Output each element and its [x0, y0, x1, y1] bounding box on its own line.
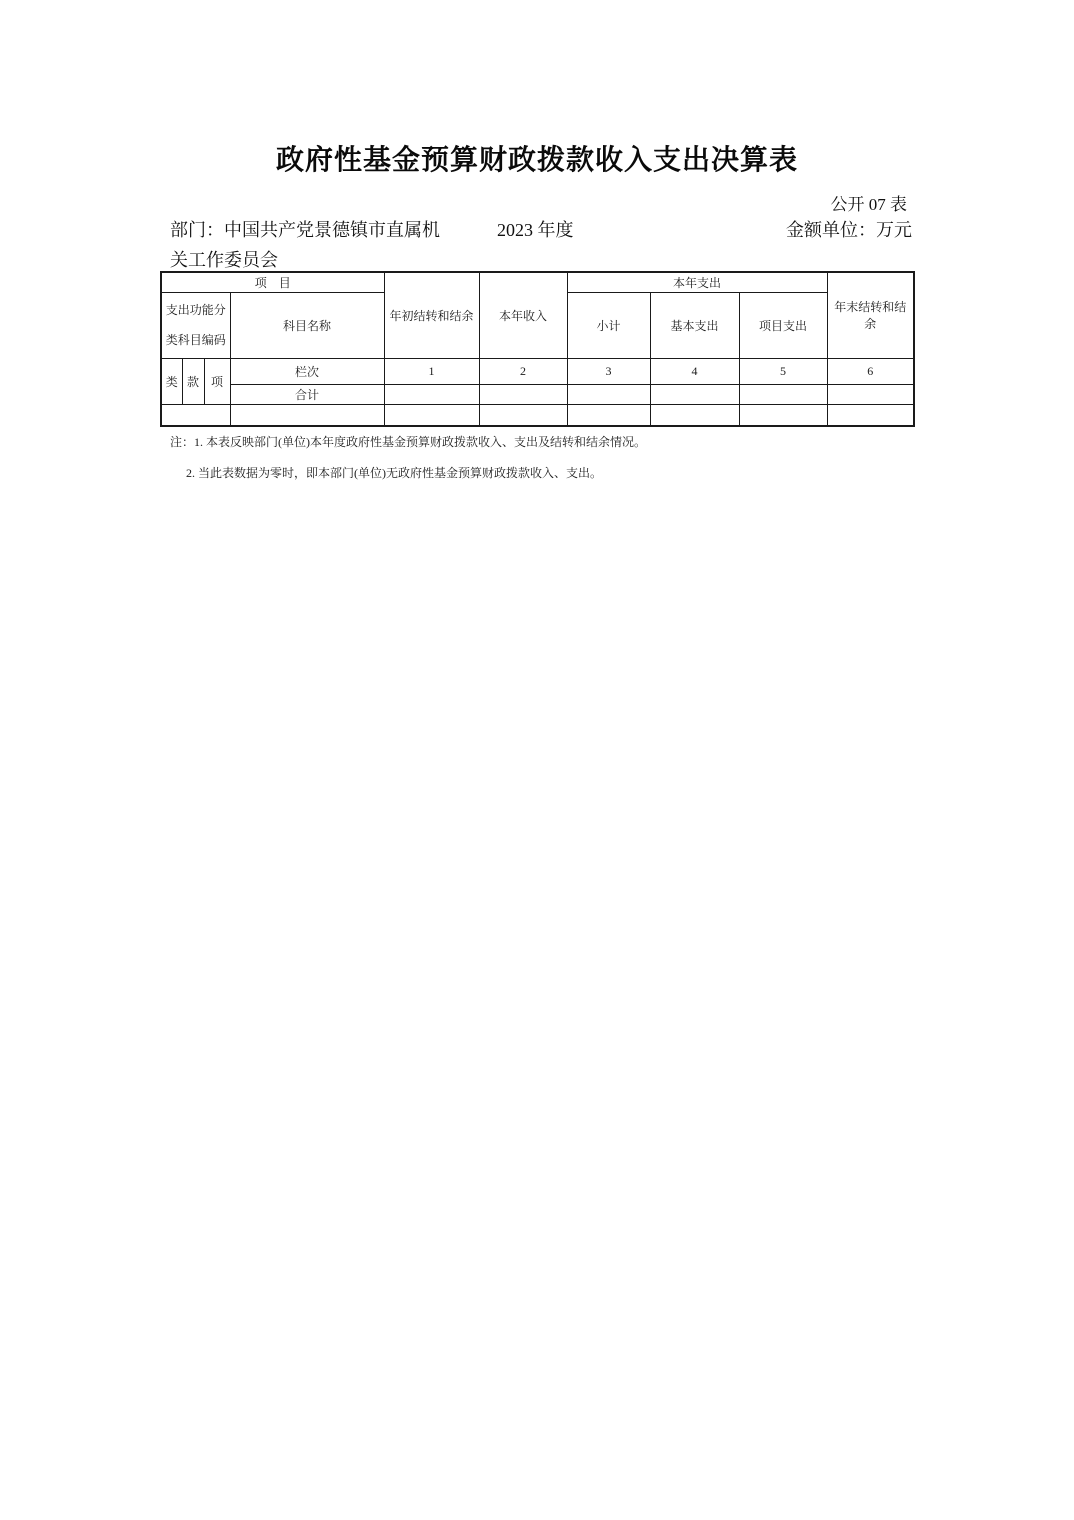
col-header-current-expenditure: 本年支出 — [567, 272, 827, 292]
total-expense-subtotal-value — [567, 384, 650, 404]
col-header-subject-name: 科目名称 — [230, 292, 384, 358]
total-row-label: 合计 — [230, 384, 384, 404]
col-header-current-income: 本年收入 — [479, 272, 567, 358]
empty-basic-expense-cell — [650, 404, 739, 426]
column-number-1: 1 — [384, 358, 479, 384]
column-number-2: 2 — [479, 358, 567, 384]
empty-end-balance-cell — [827, 404, 914, 426]
footnote-2: 2. 当此表数据为零时，即本部门(单位)无政府性基金预算财政拨款收入、支出。 — [186, 466, 602, 480]
col-header-clause: 款 — [182, 358, 204, 404]
col-header-basic-expenditure: 基本支出 — [650, 292, 739, 358]
column-number-5: 5 — [739, 358, 827, 384]
col-header-begin-balance: 年初结转和结余 — [384, 272, 479, 358]
col-header-end-balance: 年末结转和结余 — [827, 272, 914, 358]
footnote-1: 注：1. 本表反映部门(单位)本年度政府性基金预算财政拨款收入、支出及结转和结余情况。 — [170, 435, 646, 449]
fiscal-year-label: 2023 年度 — [497, 220, 574, 240]
fund-budget-table — [160, 271, 915, 427]
column-number-6: 6 — [827, 358, 914, 384]
footnotes — [170, 433, 790, 481]
department-name-line2: 关工作委员会 — [170, 250, 278, 270]
column-index-label: 栏次 — [230, 358, 384, 384]
page-title: 政府性基金预算财政拨款收入支出决算表 — [275, 143, 798, 176]
total-current-income-value — [479, 384, 567, 404]
col-header-item: 项 — [204, 358, 230, 404]
empty-code-cell — [161, 404, 230, 426]
table-row-empty — [161, 404, 914, 426]
col-header-class: 类 — [161, 358, 182, 404]
empty-current-income-cell — [479, 404, 567, 426]
department-name-line1: 部门：中国共产党景德镇市直属机 — [170, 220, 440, 240]
empty-begin-balance-cell — [384, 404, 479, 426]
col-header-function-code: 支出功能分类科目编码 — [161, 292, 230, 358]
empty-project-expense-cell — [739, 404, 827, 426]
column-number-3: 3 — [567, 358, 650, 384]
table-row-total — [161, 384, 914, 404]
form-number-label: 公开 07 表 — [830, 195, 907, 214]
col-header-project: 项 目 — [161, 272, 384, 292]
empty-subject-cell — [230, 404, 384, 426]
total-end-balance-value — [827, 384, 914, 404]
total-begin-balance-value — [384, 384, 479, 404]
empty-expense-subtotal-cell — [567, 404, 650, 426]
total-basic-expense-value — [650, 384, 739, 404]
col-header-project-expenditure: 项目支出 — [739, 292, 827, 358]
amount-unit-label: 金额单位：万元 — [786, 220, 912, 240]
col-header-subtotal: 小计 — [567, 292, 650, 358]
total-project-expense-value — [739, 384, 827, 404]
column-number-4: 4 — [650, 358, 739, 384]
